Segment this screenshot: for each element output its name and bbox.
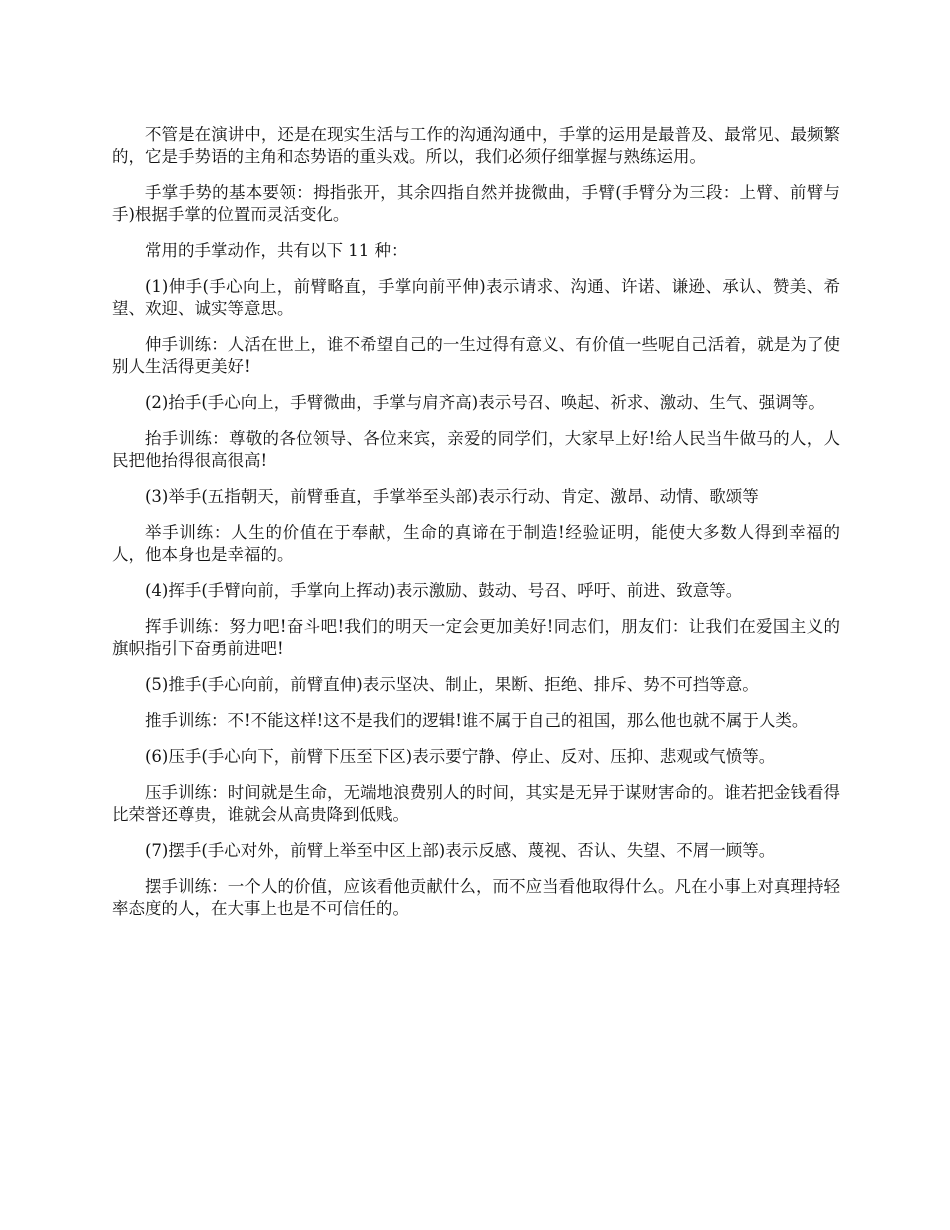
paragraph-item-7: (7)摆手(手心对外，前臂上举至中区上部)表示反感、蔑视、否认、失望、不屑一顾等。: [145, 841, 776, 860]
paragraph-training-1: 伸手训练：人活在世上，谁不希望自己的一生过得有意义、有价值一些呢自己活着，就是为了使别人生活得更美好!: [112, 335, 840, 376]
paragraph-training-4: 挥手训练：努力吧!奋斗吧!我们的明天一定会更加美好!同志们，朋友们：让我们在爱国主义的旗帜指引下奋勇前进吧!: [112, 617, 840, 658]
document-body: [112, 124, 840, 934]
paragraph-training-2: 抬手训练：尊敬的各位领导、各位来宾，亲爱的同学们，大家早上好!给人民当牛做马的人，人民把他抬得很高很高!: [112, 429, 840, 470]
paragraph-item-1: (1)伸手(手心向上，前臂略直，手掌向前平伸)表示请求、沟通、许诺、谦逊、承认、赞美、希望、欢迎、诚实等意思。: [112, 277, 840, 318]
paragraph-item-4: (4)挥手(手臂向前，手掌向上挥动)表示激励、鼓动、号召、呼吁、前进、致意等。: [145, 581, 743, 600]
paragraph-item-5: (5)推手(手心向前，前臂直伸)表示坚决、制止，果断、拒绝、排斥、势不可挡等意。: [145, 675, 759, 694]
paragraph-list-heading: 常用的手掌动作，共有以下 11 种：: [145, 241, 408, 260]
paragraph-essentials: 手掌手势的基本要领：拇指张开，其余四指自然并拢微曲，手臂(手臂分为三段：上臂、前臂与手)根据手掌的位置而灵活变化。: [112, 183, 840, 224]
paragraph-training-3: 举手训练：人生的价值在于奉献，生命的真谛在于制造!经验证明，能使大多数人得到幸福的人，他本身也是幸福的。: [112, 523, 840, 564]
paragraph-item-6: (6)压手(手心向下，前臂下压至下区)表示要宁静、停止、反对、压抑、悲观或气愤等。: [145, 747, 776, 766]
paragraph-training-5: 推手训练：不!不能这样!这不是我们的逻辑!谁不属于自己的祖国，那么他也就不属于人类。: [145, 711, 809, 730]
paragraph-item-3: (3)举手(五指朝天，前臂垂直，手掌举至头部)表示行动、肯定、激昂、动情、歌颂等: [145, 487, 759, 506]
paragraph-item-2: (2)抬手(手心向上，手臂微曲，手掌与肩齐高)表示号召、唤起、祈求、激动、生气、强调等。: [145, 393, 825, 412]
paragraph-training-7: 摆手训练：一个人的价值，应该看他贡献什么，而不应当看他取得什么。凡在小事上对真理持轻率态度的人，在大事上也是不可信任的。: [112, 877, 840, 918]
paragraph-intro: 不管是在演讲中，还是在现实生活与工作的沟通沟通中，手掌的运用是最普及、最常见、最频繁的，它是手势语的主角和态势语的重头戏。所以，我们必须仔细掌握与熟练运用。: [112, 125, 840, 166]
paragraph-training-6: 压手训练：时间就是生命，无端地浪费别人的时间，其实是无异于谋财害命的。谁若把金钱看得比荣誉还尊贵，谁就会从高贵降到低贱。: [112, 783, 840, 824]
